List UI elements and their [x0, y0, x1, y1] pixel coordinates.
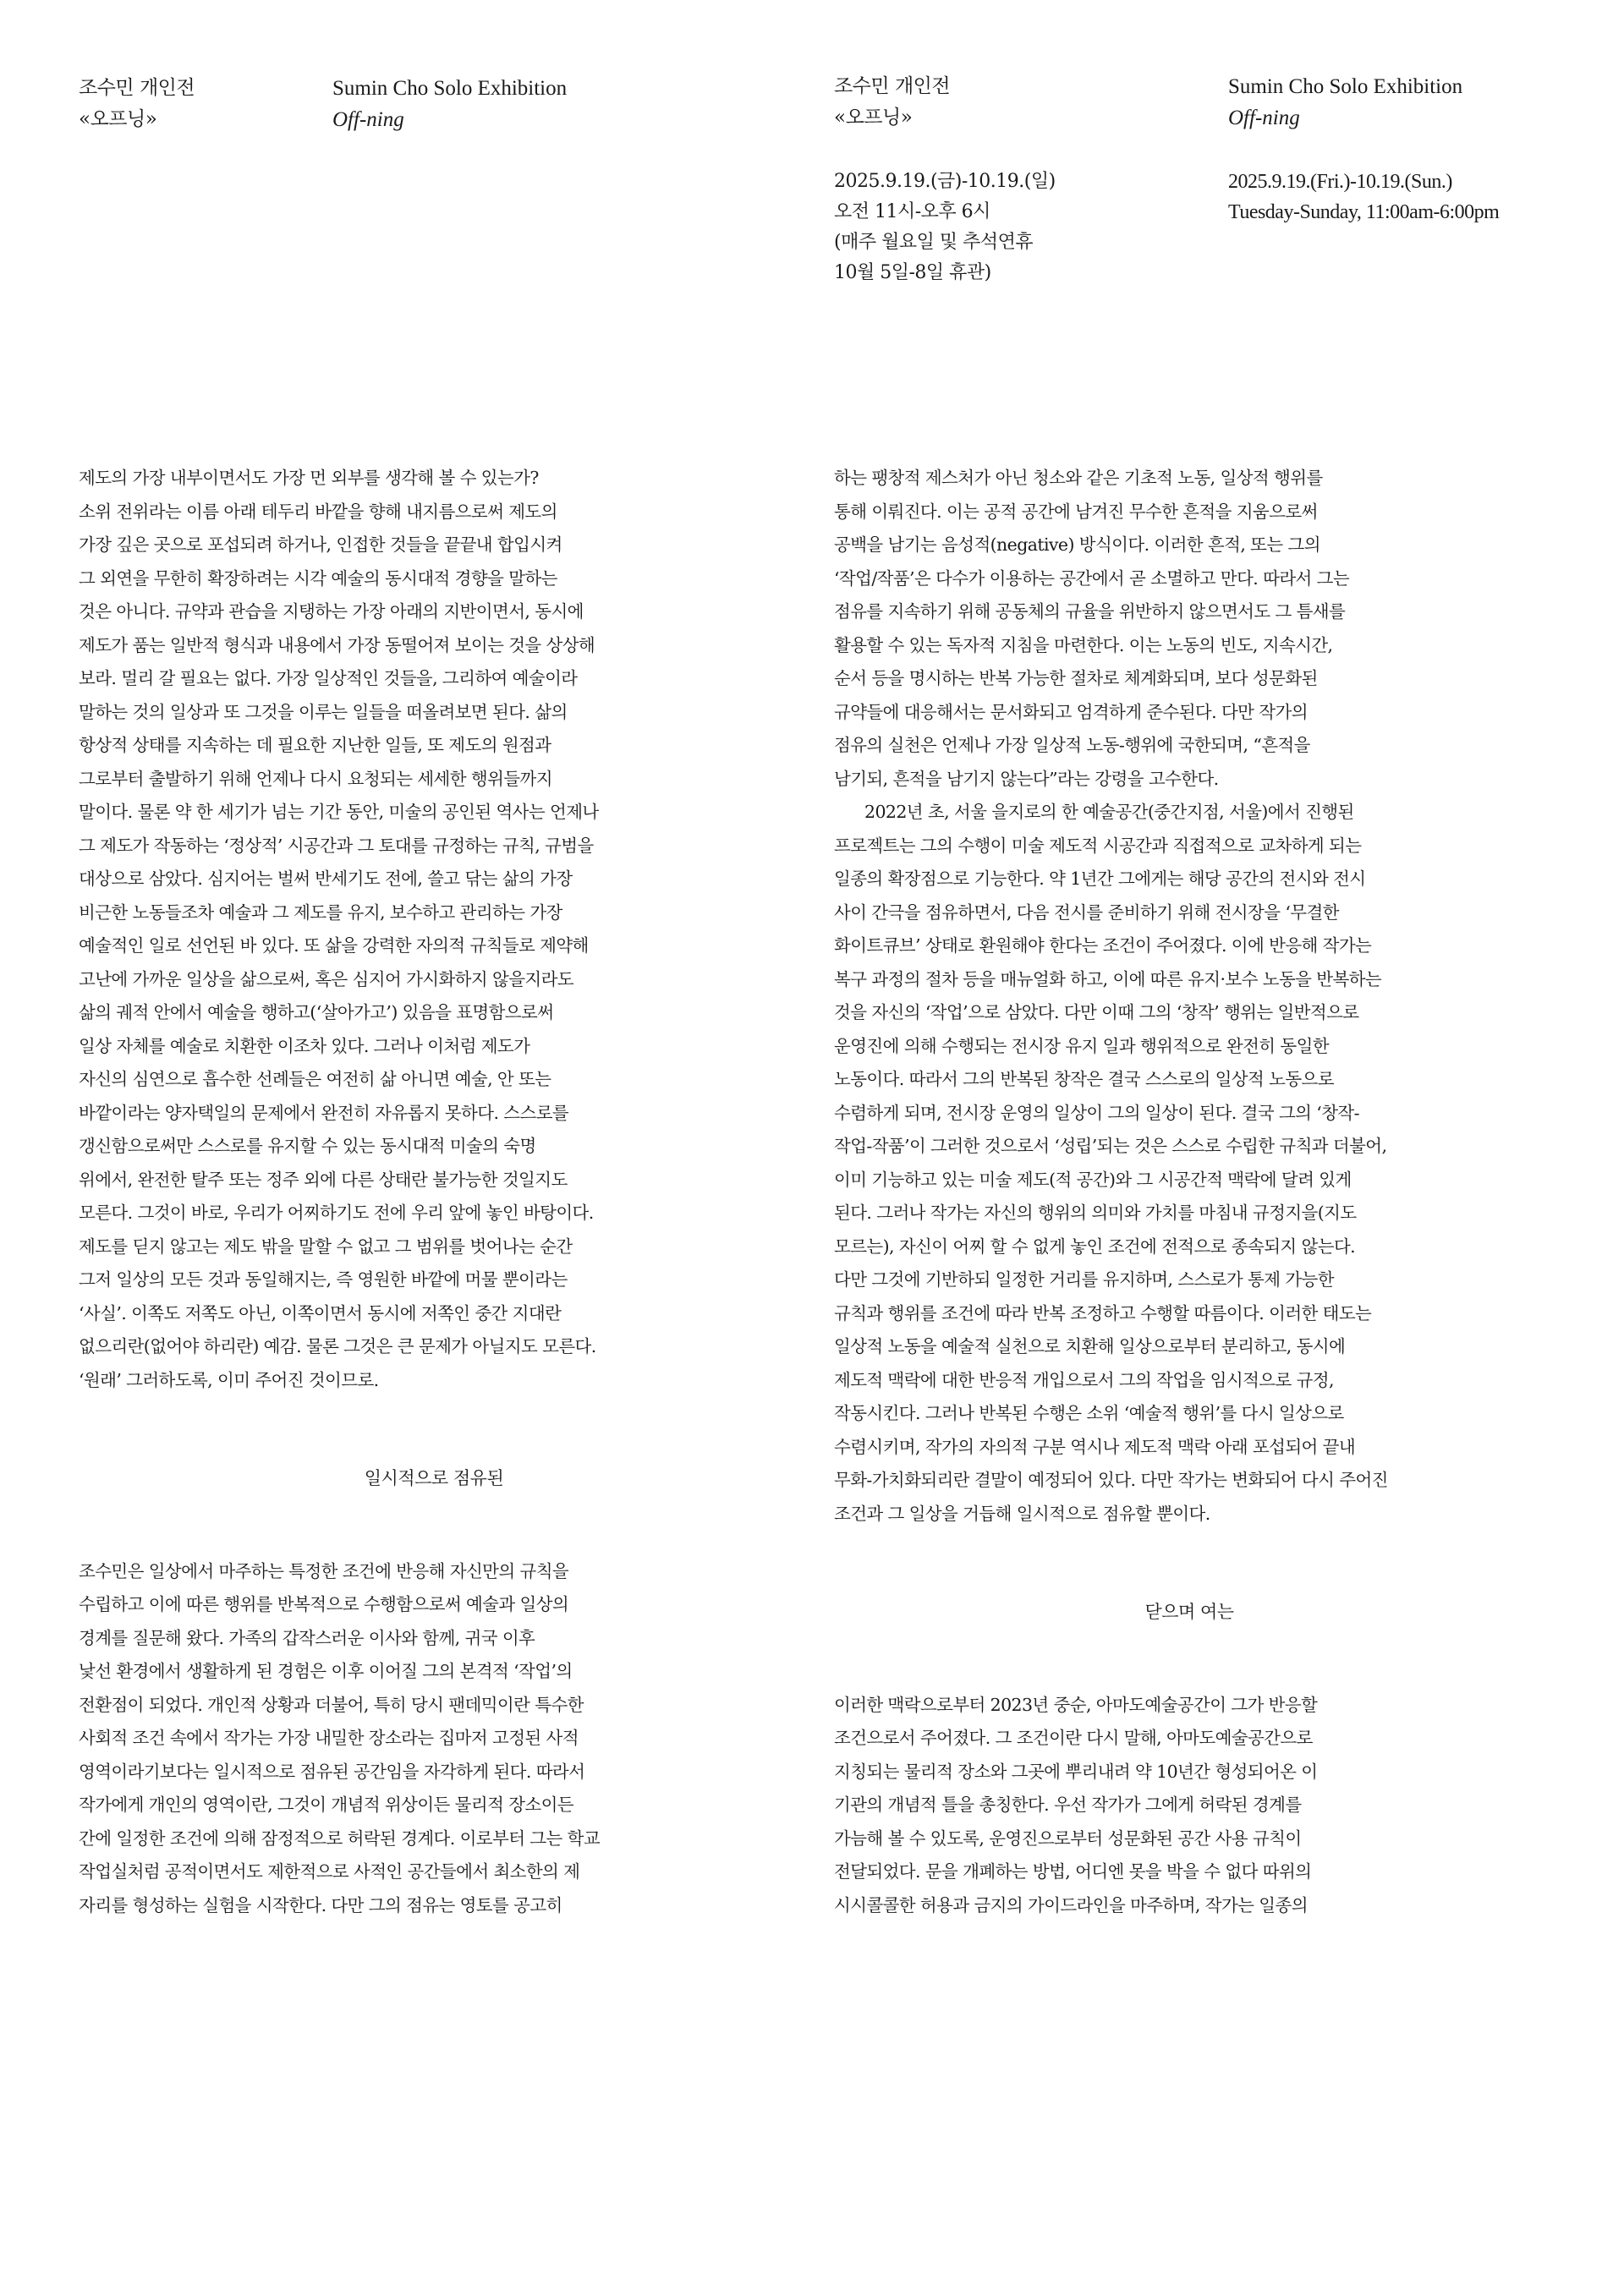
text-line: 삶의 궤적 안에서 예술을 행하고(‘살아가고’) 있음을 표명함으로써 [79, 1002, 554, 1022]
text-line: 남기되, 흔적을 남기지 않는다”라는 강령을 고수한다. [834, 768, 1219, 789]
text-line: 간에 일정한 조건에 의해 잠정적으로 허락된 경계다. 이로부터 그는 학교 [79, 1827, 601, 1849]
text-line: 기관의 개념적 틀을 총칭한다. 우선 작가가 그에게 허락된 경계를 [834, 1795, 1302, 1815]
text-line: 복구 과정의 절차 등을 매뉴얼화 하고, 이에 따른 유지·보수 노동을 반복하는 [834, 968, 1382, 989]
text-line: 말하는 것의 일상과 또 그것을 이루는 일들을 떠올려보면 된다. 삶의 [79, 701, 568, 722]
text-line: 예술적인 일로 선언된 바 있다. 또 삶을 강력한 자의적 규칙들로 제약해 [79, 935, 589, 956]
text-line: 다만 그것에 기반하되 일정한 거리를 유지하며, 스스로가 통제 가능한 [834, 1269, 1334, 1290]
info-ko-hours: 오전 11시-오후 6시 [834, 201, 990, 222]
text-line: 수립하고 이에 따른 행위를 반복적으로 수행함으로써 예술과 일상의 [79, 1594, 569, 1614]
text-line: 이미 기능하고 있는 미술 제도(적 공간)와 그 시공간적 맥락에 달려 있게 [834, 1169, 1352, 1190]
text-line: 비근한 노동들조차 예술과 그 제도를 유지, 보수하고 관리하는 가장 [79, 901, 562, 923]
text-line: 가장 깊은 곳으로 포섭되려 하거나, 인접한 것들을 끝끝내 합입시켜 [79, 534, 562, 555]
text-line: 대상으로 삼았다. 심지어는 벌써 반세기도 전에, 쓸고 닦는 삶의 가장 [79, 869, 573, 889]
text-line: 제도를 딛지 않고는 제도 밖을 말할 수 없고 그 범위를 벗어나는 순간 [79, 1236, 573, 1257]
text-line: ‘작업/작품’은 다수가 이용하는 공간에서 곧 소멸하고 만다. 따라서 그는 [834, 567, 1350, 589]
text-line: 그 외연을 무한히 확장하려는 시각 예술의 동시대적 경향을 말하는 [79, 567, 557, 589]
text-line: 규약들에 대응해서는 문서화되고 엄격하게 준수된다. 다만 작가의 [834, 701, 1308, 722]
text-line: 항상적 상태를 지속하는 데 필요한 지난한 일들, 또 제도의 원점과 [79, 735, 551, 755]
text-line: 조건으로서 주어졌다. 그 조건이란 다시 말해, 아마도예술공간으로 [834, 1728, 1313, 1748]
header-left-ko-subtitle: «오프닝» [79, 108, 157, 130]
text-line: 수렴시키며, 작가의 자의적 구분 역시나 제도적 맥락 아래 포섭되어 끝내 [834, 1436, 1356, 1457]
text-line: 점유를 지속하기 위해 공동체의 규율을 위반하지 않으면서도 그 틈새를 [834, 601, 1346, 622]
text-line: 화이트큐브’ 상태로 환원해야 한다는 조건이 주어졌다. 이에 반응해 작가는 [834, 935, 1372, 956]
exhibition-info-en [1228, 167, 1499, 227]
text-line: ‘사실’. 이쪽도 저쪽도 아닌, 이쪽이면서 동시에 저쪽인 중간 지대란 [79, 1302, 562, 1323]
text-line: 2022년 초, 서울 을지로의 한 예술공간(중간지점, 서울)에서 진행된 [864, 802, 1354, 822]
text-line: 소위 전위라는 이름 아래 테두리 바깥을 향해 내지름으로써 제도의 [79, 501, 557, 522]
info-ko-closed-dates: 10월 5일-8일 휴관) [834, 262, 991, 283]
text-line: 지칭되는 물리적 장소와 그곳에 뿌리내려 약 10년간 형성되어온 이 [834, 1761, 1318, 1782]
text-line: 작업실처럼 공적이면서도 제한적으로 사적인 공간들에서 최소한의 제 [79, 1861, 580, 1882]
text-line: 그저 일상의 모든 것과 동일해지는, 즉 영원한 바깥에 머물 뿐이라는 [79, 1269, 568, 1290]
header-left-en-subtitle: Off-ning [332, 108, 404, 131]
text-line: 활용할 수 있는 독자적 지침을 마련한다. 이는 노동의 빈도, 지속시간, [834, 634, 1333, 655]
text-line: 그 제도가 작동하는 ‘정상적’ 시공간과 그 토대를 규정하는 규칙, 규범을 [79, 835, 594, 856]
text-line: 통해 이뤄진다. 이는 공적 공간에 남겨진 무수한 흔적을 지움으로써 [834, 501, 1318, 522]
info-ko-closed: (매주 월요일 및 추석연휴 [834, 232, 1034, 253]
text-line: 조수민은 일상에서 마주하는 특정한 조건에 반응해 자신만의 규칙을 [79, 1560, 569, 1581]
text-line: 사이 간극을 점유하면서, 다음 전시를 준비하기 위해 전시장을 ‘무결한 [834, 901, 1339, 923]
text-line: 자리를 형성하는 실험을 시작한다. 다만 그의 점유는 영토를 공고히 [79, 1894, 562, 1915]
header-right-ko-subtitle: «오프닝» [834, 107, 913, 129]
header-left-en-title: Sumin Cho Solo Exhibition [332, 77, 568, 100]
section-heading-occupied: 일시적으로 점유된 [364, 1468, 504, 1488]
text-line: 제도가 품는 일반적 형식과 내용에서 가장 동떨어져 보이는 것을 상상해 [79, 634, 595, 655]
text-line: 조건과 그 일상을 거듭해 일시적으로 점유할 뿐이다. [834, 1503, 1210, 1524]
text-line: 것은 아니다. 규약과 관습을 지탱하는 가장 아래의 지반이면서, 동시에 [79, 601, 584, 622]
section-heading-closing-opening: 닫으며 여는 [1144, 1602, 1234, 1622]
header-right-ko [834, 71, 950, 134]
text-line: 제도적 맥락에 대한 반응적 개입으로서 그의 작업을 임시적으로 규정, [834, 1369, 1334, 1390]
header-left-ko [79, 73, 195, 135]
header-left-en [332, 73, 567, 135]
header-right-en-subtitle: Off-ning [1228, 107, 1300, 129]
left-column [79, 462, 789, 1922]
text-line: 제도의 가장 내부이면서도 가장 먼 외부를 생각해 볼 수 있는가? [79, 468, 539, 488]
text-line: 프로젝트는 그의 수행이 미술 제도적 시공간과 직접적으로 교차하게 되는 [834, 835, 1362, 856]
text-line: 말이다. 물론 약 한 세기가 넘는 기간 동안, 미술의 공인된 역사는 언제나 [79, 802, 599, 822]
text-line: 영역이라기보다는 일시적으로 점유된 공간임을 자각하게 된다. 따라서 [79, 1761, 585, 1782]
info-en-dates: 2025.9.19.(Fri.)-10.19.(Sun.) [1228, 171, 1452, 193]
section-body-closing-opening [834, 1689, 1544, 1923]
text-line: 자신의 심연으로 흡수한 선례들은 여전히 삶 아니면 예술, 안 또는 [79, 1069, 551, 1089]
text-line: 보라. 멀리 갈 필요는 없다. 가장 일상적인 것들을, 그리하여 예술이라 [79, 668, 578, 688]
header-right-ko-title: 조수민 개인전 [834, 75, 951, 97]
text-line: 고난에 가까운 일상을 삶으로써, 혹은 심지어 가시화하지 않을지라도 [79, 968, 574, 989]
right-column [834, 462, 1544, 1922]
text-line: 일상 자체를 예술로 치환한 이조차 있다. 그러나 이처럼 제도가 [79, 1035, 530, 1056]
text-line: 없으리란(없어야 하리란) 예감. 물론 그것은 큰 문제가 아닐지도 모른다. [79, 1336, 596, 1356]
text-line: ‘원래’ 그러하도록, 이미 주어진 것이므로. [79, 1369, 379, 1390]
text-line: 순서 등을 명시하는 반복 가능한 절차로 체계화되며, 보다 성문화된 [834, 668, 1318, 688]
continued-essay [834, 462, 1544, 796]
text-line: 사회적 조건 속에서 작가는 가장 내밀한 장소라는 집마저 고정된 사적 [79, 1728, 579, 1748]
text-line: 이러한 맥락으로부터 2023년 중순, 아마도예술공간이 그가 반응할 [834, 1694, 1318, 1715]
text-line: 일종의 확장점으로 기능한다. 약 1년간 그에게는 해당 공간의 전시와 전시 [834, 869, 1366, 889]
text-line: 경계를 질문해 왔다. 가족의 갑작스러운 이사와 함께, 귀국 이후 [79, 1627, 535, 1648]
info-en-hours: Tuesday-Sunday, 11:00am-6:00pm [1228, 201, 1500, 223]
text-line: 공백을 남기는 음성적(negative) 방식이다. 이러한 흔적, 또는 그의 [834, 534, 1320, 555]
text-line: 가늠해 볼 수 있도록, 운영진으로부터 성문화된 공간 사용 규칙이 [834, 1827, 1302, 1849]
header-left-ko-title: 조수민 개인전 [79, 77, 195, 99]
intro-essay [79, 462, 789, 1397]
section-body-occupied [79, 1555, 789, 1923]
text-line: 된다. 그러나 작가는 자신의 행위의 의미와 가치를 마침내 규정지을(지도 [834, 1203, 1357, 1223]
text-line: 일상적 노동을 예술적 실천으로 치환해 일상으로부터 분리하고, 동시에 [834, 1336, 1346, 1356]
text-line: 운영진에 의해 수행되는 전시장 유지 일과 행위적으로 완전히 동일한 [834, 1035, 1330, 1056]
text-line: 노동이다. 따라서 그의 반복된 창작은 결국 스스로의 일상적 노동으로 [834, 1069, 1334, 1089]
text-line: 무화-가치화되리란 결말이 예정되어 있다. 다만 작가는 변화되어 다시 주어진 [834, 1470, 1388, 1490]
text-line: 바깥이라는 양자택일의 문제에서 완전히 자유롭지 못하다. 스스로를 [79, 1102, 569, 1123]
text-line: 모른다. 그것이 바로, 우리가 어찌하기도 전에 우리 앞에 놓인 바탕이다. [79, 1203, 594, 1223]
text-line: 모르는), 자신이 어찌 할 수 없게 놓인 조건에 전적으로 종속되지 않는다. [834, 1236, 1356, 1257]
text-line: 것을 자신의 ‘작업’으로 삼았다. 다만 이때 그의 ‘창작’ 행위는 일반적으로 [834, 1002, 1359, 1022]
text-line: 전달되었다. 문을 개폐하는 방법, 어디엔 못을 박을 수 없다 따위의 [834, 1861, 1312, 1882]
text-line: 규칙과 행위를 조건에 따라 반복 조정하고 수행할 따름이다. 이러한 태도는 [834, 1302, 1372, 1323]
text-line: 작동시킨다. 그러나 반복된 수행은 소위 ‘예술적 행위’를 다시 일상으로 [834, 1403, 1344, 1423]
info-ko-dates: 2025.9.19.(금)-10.19.(일) [834, 171, 1056, 192]
text-line: 작가에게 개인의 영역이란, 그것이 개념적 위상이든 물리적 장소이든 [79, 1795, 574, 1815]
text-line: 점유의 실천은 언제나 가장 일상적 노동-행위에 국한되며, “흔적을 [834, 735, 1310, 755]
text-line: 시시콜콜한 허용과 금지의 가이드라인을 마주하며, 작가는 일종의 [834, 1894, 1308, 1915]
header-right-en-title: Sumin Cho Solo Exhibition [1228, 75, 1463, 98]
text-line: 위에서, 완전한 탈주 또는 정주 외에 다른 상태란 불가능한 것일지도 [79, 1169, 568, 1190]
text-line: 낯선 환경에서 생활하게 된 경험은 이후 이어질 그의 본격적 ‘작업’의 [79, 1661, 573, 1681]
text-line: 전환점이 되었다. 개인적 상황과 더불어, 특히 당시 팬데믹이란 특수한 [79, 1694, 584, 1715]
text-line: 수렴하게 되며, 전시장 운영의 일상이 그의 일상이 된다. 결국 그의 ‘창작- [834, 1102, 1359, 1123]
text-line: 작업-작품’이 그러한 것으로서 ‘성립’되는 것은 스스로 수립한 규칙과 더불어, [834, 1136, 1387, 1156]
paragraph-2022-project [834, 796, 1544, 1531]
exhibition-info-ko [834, 167, 1056, 288]
text-line: 하는 팽창적 제스처가 아닌 청소와 같은 기초적 노동, 일상적 행위를 [834, 468, 1323, 488]
header-right-en [1228, 71, 1462, 134]
text-line: 갱신함으로써만 스스로를 유지할 수 있는 동시대적 미술의 숙명 [79, 1136, 536, 1156]
text-line: 그로부터 출발하기 위해 언제나 다시 요청되는 세세한 행위들까지 [79, 768, 552, 789]
